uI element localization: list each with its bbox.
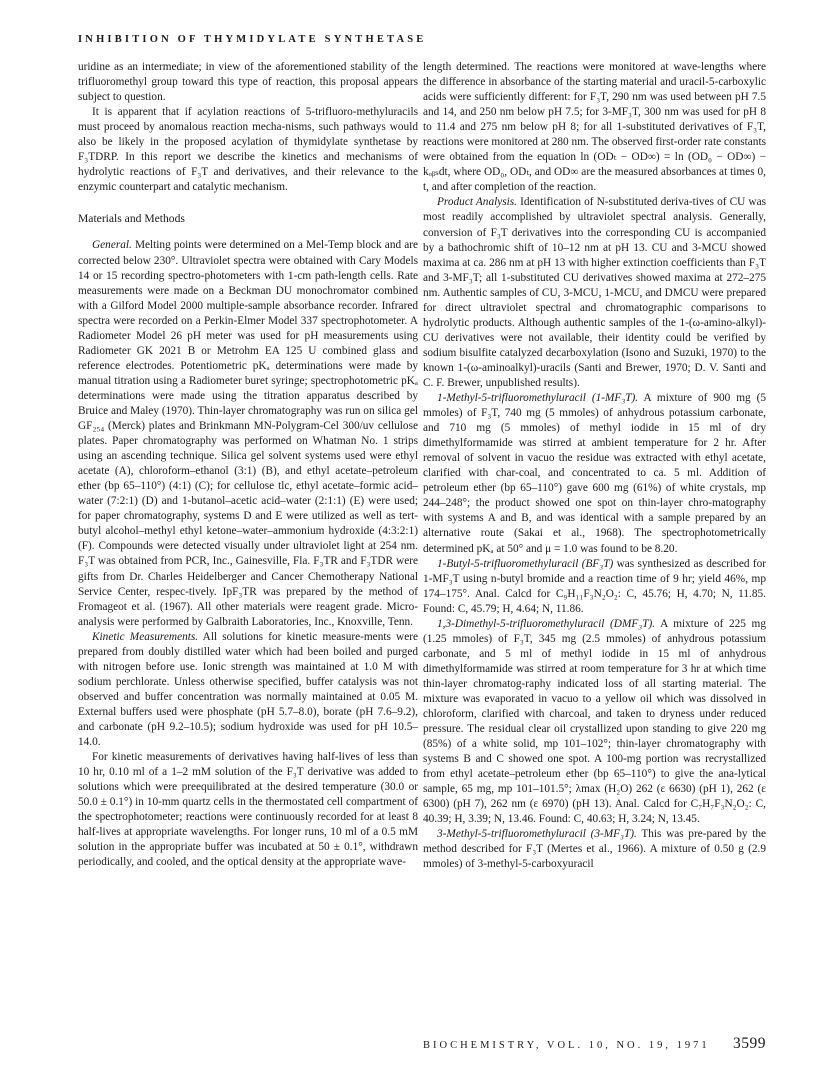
m3f3t-text: This was pre-pared by the method described for F₃T (Mertes et al., 1966). A mixture of 0.50 g (2.9 mmoles) of 3-methyl-5-carboxyuracil [423,828,766,871]
journal-citation: BIOCHEMISTRY, VOL. 10, NO. 19, 1971 [423,1040,710,1051]
run-in-heading-dmf3t: 1,3-Dimethyl-5-trifluoromethyluracil (DMF₃T). [437,617,656,630]
paragraph-dmf3t [423,617,766,828]
paragraph-general [78,238,418,629]
general-text: Melting points were determined on a Mel-Temp block and are corrected below 230°. Ultraviolet spectra were obtained with Cary Models 14 or 15 recording spectro-photometers with 1-cm path-length cells. Rate measurements were made on a Beckman DU monochromator combined with a Gilford Model 2000 multiple-sample absorbance recorder. Infrared spectra were recorded on a Perkin-Elmer Model 337 spectrophotometer. A Radiometer Model 26 pH meter was used for pH measurements using Radiometer GK 2021 B or Metrohm EA 125 U combined glass and reference electrodes. Potentiometric pKₐ determinations were made by manual titration using a Radiometer buret syringe; spectrophotometric pKₐ determinations were made using the titration apparatus described by Bruice and Maley (1970). Thin-layer chromatography was run on silica gel GF₂₅₄ (Merck) plates and Brinkmann MN-Polygram-Cel 300/uv cellulose plates. Paper chromatography was performed on Whatman No. 1 strips using an ascending technique. Silica gel solvent systems used were ethyl acetate (A), chloroform–ethanol (3:1) (B), and ethyl acetate–petroleum ether (bp 65–110°) (4:1) (C); for cellulose tlc, ethyl acetate–formic acid–water (7:2:1) (D) and 1-butanol–acetic acid–water (2:1:1) (E) were used; for paper chromatography, systems D and E were utilized as well as tert-butyl alcohol–methyl ethyl ketone–water–ammonium hydroxide (4:3:2:1) (F). Compounds were detected visually under ultraviolet light at 254 nm. F₃T was obtained from PCR, Inc., Gainesville, Fla. F₃TR and F₃TDR were gifts from Dr. Charles Heidelberger and Cancer Chemotherapy National Service Center, respec-tively. IpF₃TR was prepared by the method of Fromageot et al. (1967). All other materials were reagent grade. Micro-analysis were performed by Galbraith Laboratories, Inc., Knoxville, Tenn. [78,239,419,628]
run-in-heading-general: General. [92,239,132,252]
run-in-heading-kinetic: Kinetic Measurements. [92,630,199,643]
paragraph-kinetic-procedure: For kinetic measurements of derivatives having half-lives of less than 10 hr, 0.10 ml of a 1–2 mM solution of the F₃T derivative was added to solutions which were preequilibrated at the desired temperature (30.0 or 50.0 ± 0.1°) in 10-mm quartz cells in the thermostated cell compartment of the spectrophotometer; reactions were continuously recorded for at least 8 half-lives at appropriate wavelengths. For longer runs, 10 ml of a 0.5 mM solution in the appropriate buffer was incubated at 50 ± 0.1°, withdrawn periodically, and cooled, and the optical density at the appropriate wave- [78,751,418,869]
paragraph-wavelengths: length determined. The reactions were monitored at wave-lengths where the difference in absorbance of the starting material and uracil-5-carboxylic acids were sufficiently different: for F₃T, 290 nm was used between pH 7.5 and 14, and 250 nm below pH 7.5; for 3-MF₃T, 300 nm was used for pH 8 to 11.4 and 275 nm below pH 8; for all 1-substituted derivatives of F₃T, reactions were monitored at 280 nm. The observed first-order rate constants were obtained from the equation ln (ODₜ − OD∞) = ln (OD₀ − OD∞) − kₒᵦₛdt, where OD₀, ODₜ, and OD∞ are the measured absorbances at times 0, t, and after completion of the reaction. [423,61,766,194]
left-column [78,60,418,870]
run-in-heading-bf3t: 1-Butyl-5-trifluoromethyluracil (BF₃T) [437,557,614,570]
section-heading-materials-methods: Materials and Methods [78,212,185,226]
run-in-heading-product: Product Analysis. [437,196,517,209]
paragraph-kinetic-measurements [78,630,418,750]
run-in-heading-3-mf3t: 3-Methyl-5-trifluoromethyluracil (3-MF₃T). [437,828,637,841]
bf3t-text: was synthesized as described for 1-MF₃T using n-butyl bromide and a reaction time of 9 hr; yield 46%, mp 174–175°. Anal. Calcd for C₉H₁₁F₃N₂O₂: C, 45.76; H, 4.70; N, 11.85. Found: C, 45.79; H, 4.64; N, 11.86. [423,557,766,615]
run-in-heading-1-mf3t: 1-Methyl-5-trifluoromethyluracil (1-MF₃T). [437,392,639,405]
running-head: INHIBITION OF THYMIDYLATE SYNTHETASE [78,34,427,45]
paragraph-bf3t [423,557,766,617]
paragraph-intro-end: uridine as an intermediate; in view of the aforementioned stability of the trifluoromethyl group toward this type of reaction, this proposal appears subject to question. [78,61,418,104]
product-text: Identification of N-substituted deriva-tives of CU was most readily accomplished by ultraviolet spectral analysis. Generally, conversion of F₃T derivatives into the corresponding CU is accompanied by a bathochromic shift of 10–12 nm at pH 13. CU and 3-MCU showed maxima at ca. 286 nm at pH 13 with higher extinction coefficients than F₃T and 3-MF₃T; all 1-substituted CU derivatives showed maxima at 272–275 nm. Authentic samples of CU, 3-MCU, 1-MCU, and DMCU were prepared for direct ultraviolet spectral and chromatographic comparisons to hydrolytic products. Although authentic samples of the 1-(ω-amino-alkyl)-CU derivatives were not available, their identity could be verified by sodium bisulfite catalyzed decarboxylation (Isono and Suzuki, 1970) to the known 1-(ω-aminoalkyl)-uracils (Santi and Brewer, 1970; D. V. Santi and C. F. Brewer, unpublished results). [423,196,766,389]
paragraph-report-scope: It is apparent that if acylation reactions of 5-trifluoro-methyluracils must proceed by anomalous reaction mecha-nisms, such pathways would also be likely in the proposed acylation of thymidylate synthetase by F₃TDRP. In this report we describe the kinetics and mechanisms of hydrolytic reactions of F₃T and derivatives, and their relevance to the enzymic counterpart and catalytic mechanism. [78,106,418,194]
paragraph-1-mf3t [423,391,766,557]
paragraph-product-analysis [423,195,766,391]
kinetic-text: All solutions for kinetic measure-ments were prepared from doubly distilled water which had been boiled and purged with nitrogen before use. Ionic strength was maintained at 1.0 M with sodium perchlorate. Unless otherwise specified, buffer catalysis was not observed and buffer concentration was normally maintained at 0.05 M. External buffers used were phosphate (pH 5.7–8.0), borate (pH 7.6–9.2), and carbonate (pH 9.2–10.5); sodium hydroxide was used for pH 10.5–14.0. [78,630,419,749]
page-number: 3599 [733,1035,766,1052]
right-column [423,60,766,873]
page-footer [423,1035,766,1052]
dmf3t-text: A mixture of 225 mg (1.25 mmoles) of F₃T, 345 mg (2.5 mmoles) of anhydrous potassium carbonate, and 5 ml of methyl iodide in 15 ml of anhydrous dimethylformamide was stirred at room temperature for 3 hr at which time thin-layer chromatog-raphy indicated loss of all starting material. The mixture was evaporated in vacuo to a yellow oil which was dissolved in chloroform, clarified with charcoal, and taken to dryness under reduced pressure. The residual clear oil crystallized upon standing to give 220 mg (85%) of a white solid, mp 101–102°; thin-layer chromatography with systems B and C showed one spot. A 100-mg portion was recrystallized from ethyl acetate–petroleum ether (bp 65–110°) to give the ana-lytical sample, 65 mg, mp 101–101.5°; λmax (H₂O) 262 (ε 6630) (pH 1), 262 (ε 6300) (pH 7), 262 nm (ε 6970) (pH 13). Anal. Calcd for C₇H₇F₃N₂O₂: C, 40.39; H, 3.39; N, 13.46. Found: C, 40.63; H, 3.24; N, 13.45. [423,617,766,826]
mf3t-text: A mixture of 900 mg (5 mmoles) of F₃T, 740 mg (5 mmoles) of anhydrous potassium carbonate, and 710 mg (5 mmoles) of methyl iodide in 15 ml of dry dimethylformamide was stirred at ambient temperature for 2 hr. After removal of solvent in vacuo the residue was extracted with ethyl acetate, clarified with char-coal, and concentrated to ca. 5 ml. Addition of petroleum ether (bp 65–110°) gave 600 mg (61%) of white crystals, mp 244–248°; the product showed one spot on thin-layer chro-matography with systems A and B, and was identical with a sample prepared by an alternative route (Sakai et al., 1968). The spectrophotometrically determined pKₐ at 50° and μ = 1.0 was found to be 8.20. [423,392,766,555]
paragraph-3-mf3t [423,827,766,872]
